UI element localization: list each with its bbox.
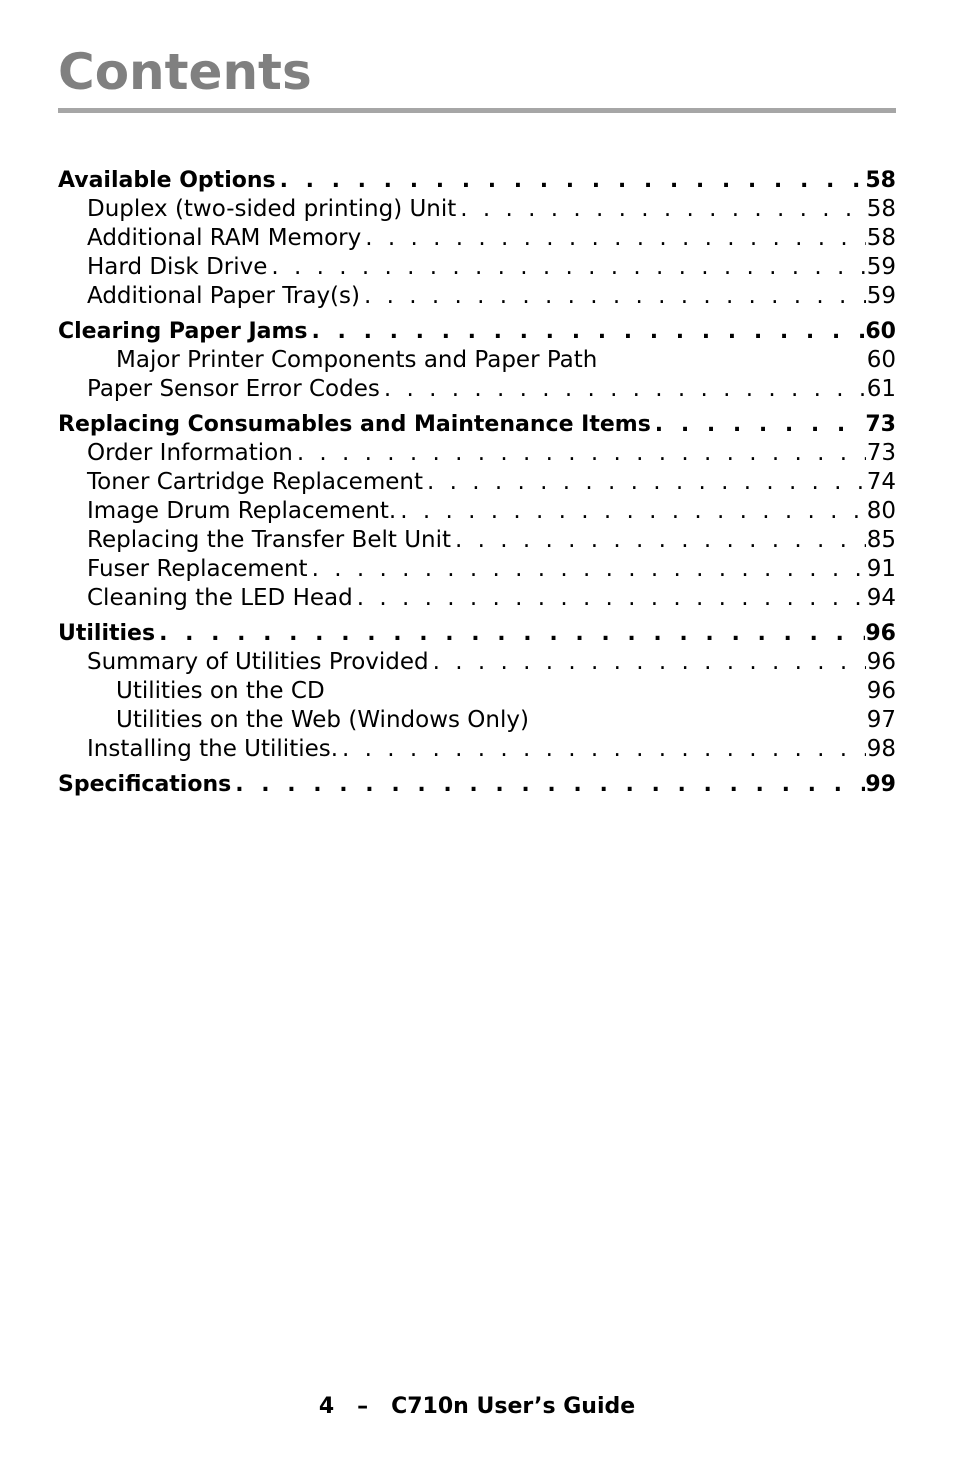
toc-dot-leader <box>361 224 866 253</box>
toc-entry-label: Clearing Paper Jams <box>58 319 308 344</box>
toc-entry[interactable] <box>58 224 896 253</box>
toc-page-number: 96 <box>865 621 896 646</box>
toc-entry-label: Installing the Utilities. <box>87 736 339 762</box>
toc-entry-label: Available Options <box>58 168 276 193</box>
toc-entry-label: Paper Sensor Error Codes <box>87 376 380 402</box>
table-of-contents <box>58 166 896 805</box>
toc-entry-label: Additional Paper Tray(s) <box>87 283 360 309</box>
toc-entry[interactable] <box>58 677 896 706</box>
toc-entry[interactable] <box>58 439 896 468</box>
toc-dot-leader <box>380 375 866 404</box>
toc-entry-label: Summary of Utilities Provided <box>87 649 429 675</box>
toc-section <box>58 166 896 311</box>
toc-entry[interactable] <box>58 253 896 282</box>
toc-entry-label: Utilities on the CD <box>116 678 325 704</box>
toc-entry[interactable] <box>58 375 896 404</box>
toc-entry[interactable] <box>58 526 896 555</box>
toc-dot-leader <box>155 619 865 648</box>
toc-page-number: 96 <box>866 678 896 704</box>
toc-page-number: 74 <box>866 469 896 495</box>
toc-entry-label: Hard Disk Drive <box>87 254 268 280</box>
footer-page-number: 4 <box>318 1394 335 1419</box>
toc-entry-label: Specifications <box>58 772 232 797</box>
toc-entry[interactable] <box>58 497 896 526</box>
toc-section <box>58 410 896 613</box>
toc-section-entry[interactable] <box>58 317 896 346</box>
toc-entry[interactable] <box>58 584 896 613</box>
toc-page-number: 94 <box>866 585 896 611</box>
toc-page-number: 99 <box>865 772 896 797</box>
page-title: Contents <box>58 43 312 101</box>
toc-dot-leader <box>429 648 866 677</box>
page-footer <box>0 1392 954 1422</box>
footer-separator: – <box>357 1394 369 1419</box>
toc-entry-label: Toner Cartridge Replacement <box>87 469 423 495</box>
toc-entry-label: Order Information <box>87 440 293 466</box>
toc-entry-label: Replacing the Transfer Belt Unit <box>87 527 452 553</box>
toc-entry[interactable] <box>58 706 896 735</box>
toc-page-number: 91 <box>866 556 896 582</box>
toc-entry-label: Major Printer Components and Paper Path <box>116 347 598 373</box>
toc-entry[interactable] <box>58 735 896 764</box>
toc-entry[interactable] <box>58 468 896 497</box>
toc-dot-leader <box>451 526 866 555</box>
toc-page-number: 97 <box>866 707 896 733</box>
toc-dot-leader <box>651 410 866 439</box>
toc-page-number: 58 <box>865 168 896 193</box>
toc-page-number: 61 <box>866 376 896 402</box>
toc-page-number: 96 <box>866 649 896 675</box>
toc-page-number: 85 <box>866 527 896 553</box>
toc-page-number: 60 <box>865 319 896 344</box>
toc-page-number: 59 <box>866 254 896 280</box>
toc-entry-label: Cleaning the LED Head <box>87 585 353 611</box>
toc-dot-leader <box>360 282 866 311</box>
toc-entry[interactable] <box>58 282 896 311</box>
toc-section-entry[interactable] <box>58 410 896 439</box>
toc-entry-label: Image Drum Replacement. <box>87 498 397 524</box>
toc-page-number: 73 <box>866 440 896 466</box>
toc-dot-leader <box>456 195 866 224</box>
toc-entry[interactable] <box>58 555 896 584</box>
toc-entry-label: Utilities <box>58 621 156 646</box>
toc-page-number: 58 <box>866 225 896 251</box>
toc-page-number: 80 <box>866 498 896 524</box>
toc-dot-leader <box>423 468 866 497</box>
toc-entry[interactable] <box>58 346 896 375</box>
toc-dot-leader <box>338 735 866 764</box>
toc-dot-leader <box>231 770 865 799</box>
toc-entry-label: Additional RAM Memory <box>87 225 362 251</box>
toc-dot-leader <box>308 317 866 346</box>
toc-section-entry[interactable] <box>58 166 896 195</box>
toc-dot-leader <box>276 166 866 195</box>
toc-section <box>58 317 896 404</box>
toc-entry-label: Fuser Replacement <box>87 556 308 582</box>
toc-section-entry[interactable] <box>58 770 896 799</box>
toc-section <box>58 770 896 799</box>
toc-page-number: 59 <box>866 283 896 309</box>
toc-section <box>58 619 896 764</box>
toc-entry-label: Duplex (two-sided printing) Unit <box>87 196 457 222</box>
toc-dot-leader <box>396 497 866 526</box>
toc-entry[interactable] <box>58 648 896 677</box>
toc-page-number: 98 <box>866 736 896 762</box>
toc-page-number: 60 <box>866 347 896 373</box>
toc-dot-leader <box>308 555 866 584</box>
toc-dot-leader <box>267 253 866 282</box>
toc-entry[interactable] <box>58 195 896 224</box>
footer-guide-title: C710n User’s Guide <box>391 1394 636 1419</box>
toc-entry-label: Replacing Consumables and Maintenance Items <box>58 412 651 437</box>
toc-dot-leader <box>293 439 866 468</box>
toc-section-entry[interactable] <box>58 619 896 648</box>
toc-page-number: 73 <box>865 412 896 437</box>
title-divider <box>58 108 896 113</box>
toc-dot-leader <box>353 584 866 613</box>
toc-page-number: 58 <box>866 196 896 222</box>
toc-entry-label: Utilities on the Web (Windows Only) <box>116 707 529 733</box>
